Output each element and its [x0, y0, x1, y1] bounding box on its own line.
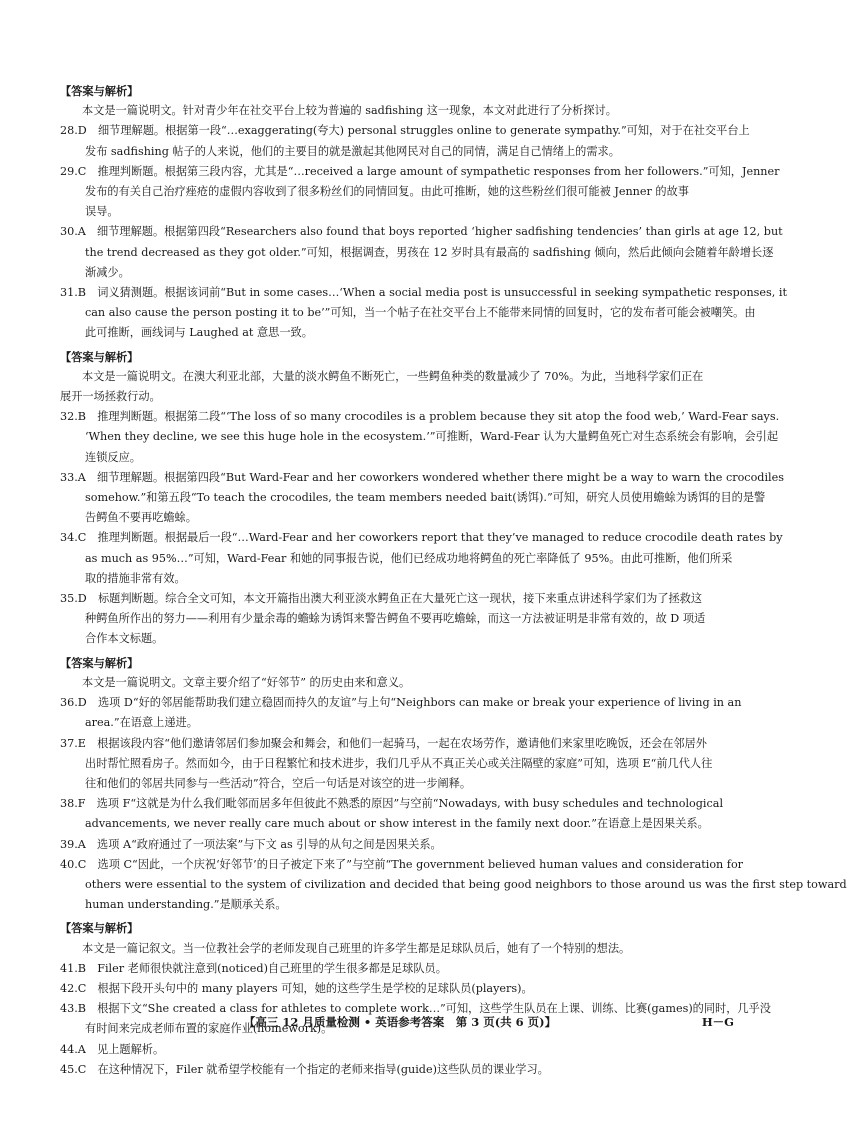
intro-line: 本文是一篇说明文。文章主要介绍了“好邻节” 的历史由来和意义。 [82, 675, 411, 689]
item-line: can also cause the person posting it to be’”可知，当一个帖子在社交平台上不能带来同情的回复时，它的发布者可能会被嘲笑。由 [85, 306, 756, 320]
answer-page [60, 78, 847, 1080]
answer-item-34 [60, 528, 783, 589]
item-line: 37.E 根据该段内容“他们邀请邻居们参加聚会和舞会，和他们一起骑马，一起在农场劳作，邀请他们来家里吃晚饭，还会在邻居外 [60, 736, 707, 750]
section-2 [60, 347, 784, 650]
answer-item-28 [60, 121, 750, 161]
answer-item-45 [60, 1060, 742, 1080]
item-line: 连锁反应。 [85, 450, 141, 464]
item-line: 往和他们的邻居共同参与一些活动”符合，空后一句话是对该空的进一步阐释。 [85, 776, 472, 790]
item-line: 44.A 见上题解析。 [60, 1042, 165, 1056]
item-line: 32.B 推理判断题。根据第二段“‘The loss of so many crocodiles is a problem because they sit atop the food web,’ Ward-Fear says. [60, 410, 780, 424]
item-line: 43.B 根据下文“She created a class for athletes to complete work…”可知，这些学生队员在上课、训练、比赛(games)的同时，几乎没 [60, 1002, 771, 1016]
answer-item-37 [60, 734, 742, 795]
item-line: 45.C 在这种情况下，Filer 就希望学校能有一个指定的老师来指导(guide)这些队员的课业学习。 [60, 1062, 549, 1076]
item-line: 有时间来完成老师布置的家庭作业(homework)。 [85, 1022, 333, 1036]
item-line: 发布 sadfishing 帖子的人来说，他们的主要目的就是激起其他网民对自己的同情，满足自己情绪上的需求。 [85, 144, 620, 158]
item-line: advancements, we never really care much about or show interest in the family next door.”在语意上是因果关系。 [85, 817, 709, 831]
answer-item-42 [60, 979, 742, 999]
item-line: others were essential to the system of civilization and decided that being good neighbors to those around us was the first step toward [85, 877, 847, 891]
item-line: area.”在语意上递进。 [85, 716, 198, 730]
answer-item-39 [60, 835, 742, 855]
answer-item-41 [60, 959, 742, 979]
intro-line: 本文是一篇说明文。在澳大利亚北部，大量的淡水鳄鱼不断死亡，一些鳄鱼种类的数量减少了 70%。为此，当地科学家们正在 [82, 369, 704, 383]
item-line: 31.B 词义猜测题。根据该词前“But in some cases…‘When a social media post is unsuccessful in seeking sympathetic responses, it [60, 286, 787, 300]
item-line: human understanding.”是顺承关系。 [85, 898, 287, 912]
item-line: the trend decreased as they got older.”可知，根据调查，男孩在 12 岁时具有最高的 sadfishing 倾向，然后此倾向会随着年龄增长逐 [85, 245, 774, 259]
answer-item-31 [60, 283, 787, 344]
section-header: 【答案与解析】 [60, 84, 139, 98]
item-line: 35.D 标题判断题。综合全文可知，本文开篇指出澳大利亚淡水鳄鱼正在大量死亡这一现状，接下来重点讲述科学家们为了拯救这 [60, 592, 703, 606]
answer-item-33 [60, 468, 784, 529]
section-header: 【答案与解析】 [60, 349, 139, 364]
item-line: 取的措施非常有效。 [85, 571, 186, 585]
section-header: 【答案与解析】 [60, 655, 139, 670]
item-line: 40.C 选项 C“因此，一个庆祝‘好邻节’的日子被定下来了”与空前“The government believed human values and consideration for [60, 857, 744, 871]
section-3 [60, 653, 847, 916]
item-line: 出时帮忙照看房子。然而如今，由于日程繁忙和技术进步，我们几乎从不真正关心或关注隔壁的家庭”可知，选项 E“前几代人往 [85, 756, 713, 770]
item-line: 渐减少。 [85, 265, 130, 279]
item-line: 种鳄鱼所作出的努力——利用有少量余毒的蟾蜍为诱饵来警告鳄鱼不要再吃蟾蜍，而这一方法被证明是非常有效的，故 D 项适 [85, 612, 706, 626]
item-line: 38.F 选项 F“这就是为什么我们毗邻而居多年但彼此不熟悉的原因”与空前“Nowadays, with busy schedules and technological [60, 797, 724, 811]
intro-line: 本文是一篇记叙文。当一位教社会学的老师发现自己班里的许多学生都是足球队员后，她有了一个特别的想法。 [82, 941, 631, 955]
item-line: 28.D 细节理解题。根据第一段“…exaggerating(夸大) personal struggles online to generate sympathy.”可知，对于在社交平台上 [60, 124, 750, 138]
answer-item-30 [60, 222, 783, 283]
item-line: 30.A 细节理解题。根据第四段“Researchers also found that boys reported ‘higher sadfishing tendencies’ than girls at age 12, but [60, 225, 783, 239]
item-line: 误导。 [85, 205, 119, 219]
item-line: as much as 95%…”可知，Ward-Fear 和她的同事报告说，他们已经成功地将鳄鱼的死亡率降低了 95%。由此可推断，他们所采 [85, 551, 733, 565]
item-line: 此可推断，画线词与 Laughed at 意思一致。 [85, 326, 313, 340]
answer-item-29 [60, 162, 780, 223]
item-line: 合作本文标题。 [85, 632, 164, 646]
item-line: ‘When they decline, we see this huge hole in the ecosystem.’”可推断，Ward-Fear 认为大量鳄鱼死亡对生态系统会有影响，会引起 [85, 430, 779, 444]
item-line: 41.B Filer 老师很快就注意到(noticed)自己班里的学生很多都是足球队员。 [60, 961, 447, 975]
answer-item-38 [60, 794, 742, 834]
section-4 [60, 918, 771, 1080]
footer-code: H－G [701, 1015, 734, 1029]
item-line: 34.C 推理判断题。根据最后一段“…Ward-Fear and her coworkers report that they’ve managed to reduce crocodile death rates by [60, 531, 783, 545]
page-footer [0, 1014, 800, 1030]
item-line: 告鳄鱼不要再吃蟾蜍。 [85, 511, 197, 525]
item-line: 36.D 选项 D“好的邻居能帮助我们建立稳固而持久的友谊”与上句“Neighbors can make or break your experience of living in an [60, 696, 742, 710]
item-line: somehow.”和第五段“To teach the crocodiles, the team members needed bait(诱饵).”可知，研究人员使用蟾蜍为诱饵的目的是警 [85, 491, 766, 505]
section-1 [60, 81, 787, 344]
item-line: 33.A 细节理解题。根据第四段“But Ward-Fear and her coworkers wondered whether there might be a way to warn the crocodiles [60, 470, 784, 484]
footer-text: 【高三 12 月质量检测 • 英语参考答案 第 3 页(共 6 页)】 [243, 1015, 557, 1029]
answer-item-40 [60, 855, 847, 916]
section-header: 【答案与解析】 [60, 921, 139, 936]
intro-line: 本文是一篇说明文。针对青少年在社交平台上较为普遍的 sadfishing 这一现象，本文对此进行了分析探讨。 [82, 104, 617, 118]
item-line: 42.C 根据下段开头句中的 many players 可知，她的这些学生是学校的足球队员(players)。 [60, 981, 533, 995]
answer-item-32 [60, 407, 780, 468]
answer-item-44 [60, 1040, 742, 1060]
answer-item-35 [60, 589, 742, 650]
intro-line: 展开一场拯救行动。 [60, 390, 161, 404]
item-line: 发布的有关自己治疗痤疮的虚假内容收到了很多粉丝们的同情回复。由此可推断，她的这些粉丝们很可能被 Jenner 的故事 [85, 185, 689, 199]
answer-item-36 [60, 693, 742, 733]
item-line: 29.C 推理判断题。根据第三段内容，尤其是“…received a large amount of sympathetic responses from her followers.”可知，Jenner [60, 164, 780, 178]
item-line: 39.A 选项 A“政府通过了一项法案”与下文 as 引导的从句之间是因果关系。 [60, 837, 442, 851]
